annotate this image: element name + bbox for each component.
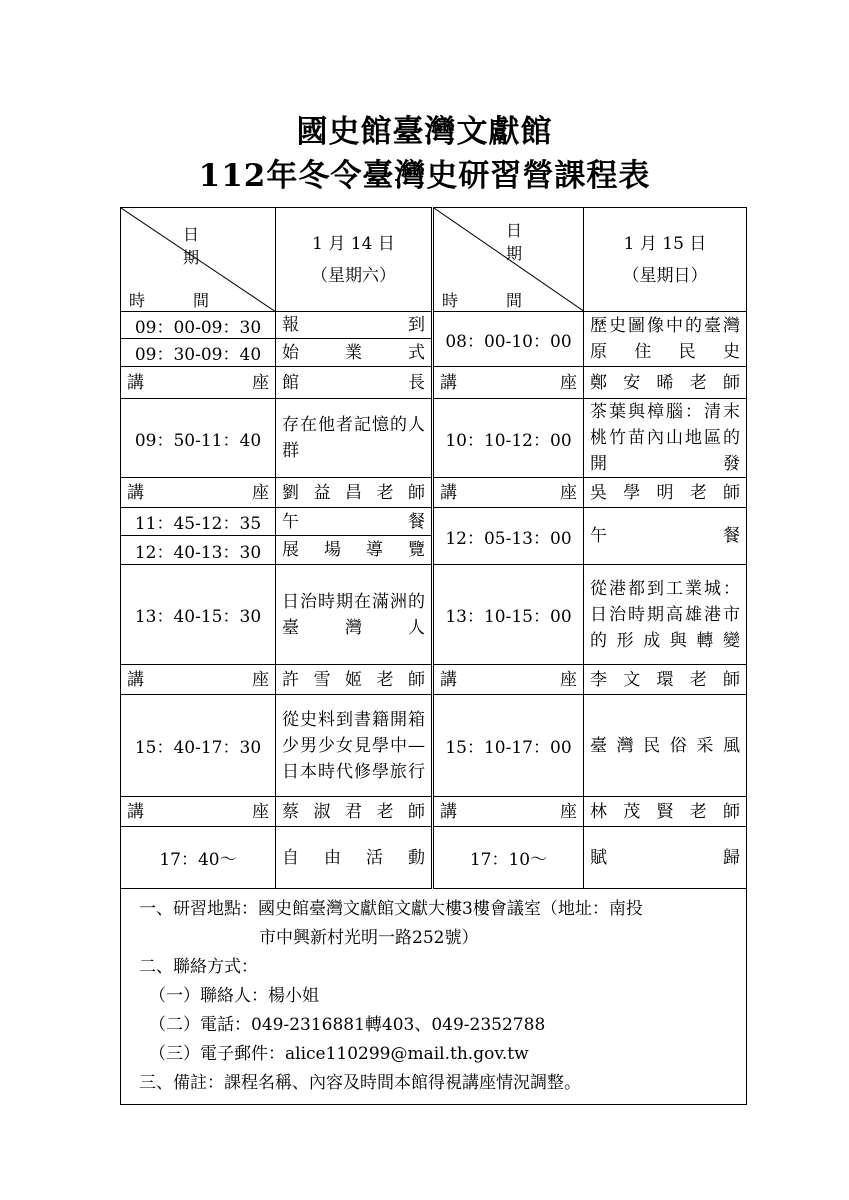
time-cell: 13：10-15：00 bbox=[433, 565, 584, 665]
day1-date: 1 月 14 日 bbox=[312, 233, 395, 254]
time-cell: 08：00-10：00 bbox=[433, 312, 584, 367]
session-cell: 午餐 bbox=[584, 508, 747, 565]
speaker-name: 蔡淑君老師 bbox=[276, 797, 433, 827]
session-cell: 從史料到書籍開箱少男少女見學中—日本時代修學旅行 bbox=[276, 695, 433, 797]
speaker-label: 講座 bbox=[433, 797, 584, 827]
session-cell: 午餐 bbox=[276, 508, 433, 536]
time-cell: 12：40-13：30 bbox=[121, 536, 276, 565]
time-cell: 12：05-13：00 bbox=[433, 508, 584, 565]
note-contact-phone: （二）電話：049-2316881轉403、049-2352788 bbox=[149, 1015, 546, 1035]
session-cell: 臺灣民俗采風 bbox=[584, 695, 747, 797]
session-cell: 歷史圖像中的臺灣原住民史 bbox=[584, 312, 747, 367]
speaker-name: 許雪姬老師 bbox=[276, 665, 433, 695]
page-title: 112年冬令臺灣史研習營課程表 bbox=[198, 158, 651, 194]
time-cell: 09：30-09：40 bbox=[121, 339, 276, 367]
day2-weekday: （星期日） bbox=[622, 265, 708, 286]
speaker-name: 館長 bbox=[276, 367, 433, 399]
header-diagonal-cell-day2 bbox=[433, 208, 584, 312]
org-title: 國史館臺灣文獻館 bbox=[296, 114, 553, 150]
note-location: 一、研習地點：國史館臺灣文獻館文獻大樓3樓會議室（地址：南投 bbox=[139, 899, 643, 919]
note-contact-heading: 二、聯絡方式： bbox=[139, 957, 258, 977]
speaker-label: 講座 bbox=[121, 478, 276, 508]
speaker-name: 劉益昌老師 bbox=[276, 478, 433, 508]
header-diagonal-cell-day1 bbox=[121, 208, 276, 312]
session-cell: 存在他者記憶的人群 bbox=[276, 399, 433, 478]
notes-block bbox=[121, 889, 746, 1104]
time-cell: 13：40-15：30 bbox=[121, 565, 276, 665]
speaker-label: 講座 bbox=[121, 797, 276, 827]
time-cell: 17：10～ bbox=[433, 827, 584, 889]
time-cell: 09：50-11：40 bbox=[121, 399, 276, 478]
speaker-label: 講座 bbox=[121, 665, 276, 695]
notes-cell bbox=[121, 889, 747, 1105]
session-cell: 茶葉與樟腦：清末桃竹苗內山地區的開發 bbox=[584, 399, 747, 478]
speaker-name: 林茂賢老師 bbox=[584, 797, 747, 827]
session-cell: 日治時期在滿洲的臺灣人 bbox=[276, 565, 433, 665]
speaker-label: 講座 bbox=[121, 367, 276, 399]
speaker-name: 李文環老師 bbox=[584, 665, 747, 695]
day1-weekday: （星期六） bbox=[311, 265, 396, 286]
note-contact-person: （一）聯絡人：楊小姐 bbox=[149, 986, 319, 1006]
time-cell: 11：45-12：35 bbox=[121, 508, 276, 536]
time-cell: 15：40-17：30 bbox=[121, 695, 276, 797]
time-label: 時 間 bbox=[129, 291, 226, 310]
speaker-name: 吳學明老師 bbox=[584, 478, 747, 508]
date-label: 日 期 bbox=[506, 221, 571, 263]
day1-header bbox=[276, 208, 433, 312]
day2-header bbox=[584, 208, 747, 312]
speaker-label: 講座 bbox=[433, 367, 584, 399]
date-label: 日 期 bbox=[183, 225, 248, 267]
time-cell: 09：00-09：30 bbox=[121, 312, 276, 339]
time-cell: 15：10-17：00 bbox=[433, 695, 584, 797]
schedule-table bbox=[120, 207, 747, 1105]
time-cell: 17：40～ bbox=[121, 827, 276, 889]
session-cell: 始業式 bbox=[276, 339, 433, 367]
time-cell: 10：10-12：00 bbox=[433, 399, 584, 478]
speaker-label: 講座 bbox=[433, 665, 584, 695]
session-cell: 報到 bbox=[276, 312, 433, 339]
note-location-cont: 市中興新村光明一路252號） bbox=[259, 928, 479, 948]
session-cell: 展場導覽 bbox=[276, 536, 433, 565]
speaker-name: 鄭安晞老師 bbox=[584, 367, 747, 399]
speaker-label: 講座 bbox=[433, 478, 584, 508]
session-cell: 賦歸 bbox=[584, 827, 747, 889]
session-cell: 從港都到工業城：日治時期高雄港市的形成與轉變 bbox=[584, 565, 747, 665]
time-label: 時 間 bbox=[442, 291, 539, 310]
day2-date: 1 月 15 日 bbox=[623, 233, 707, 254]
note-remark: 三、備註：課程名稱、內容及時間本館得視講座情況調整。 bbox=[139, 1073, 581, 1093]
note-contact-email: （三）電子郵件：alice110299@mail.th.gov.tw bbox=[149, 1044, 529, 1064]
session-cell: 自由活動 bbox=[276, 827, 433, 889]
